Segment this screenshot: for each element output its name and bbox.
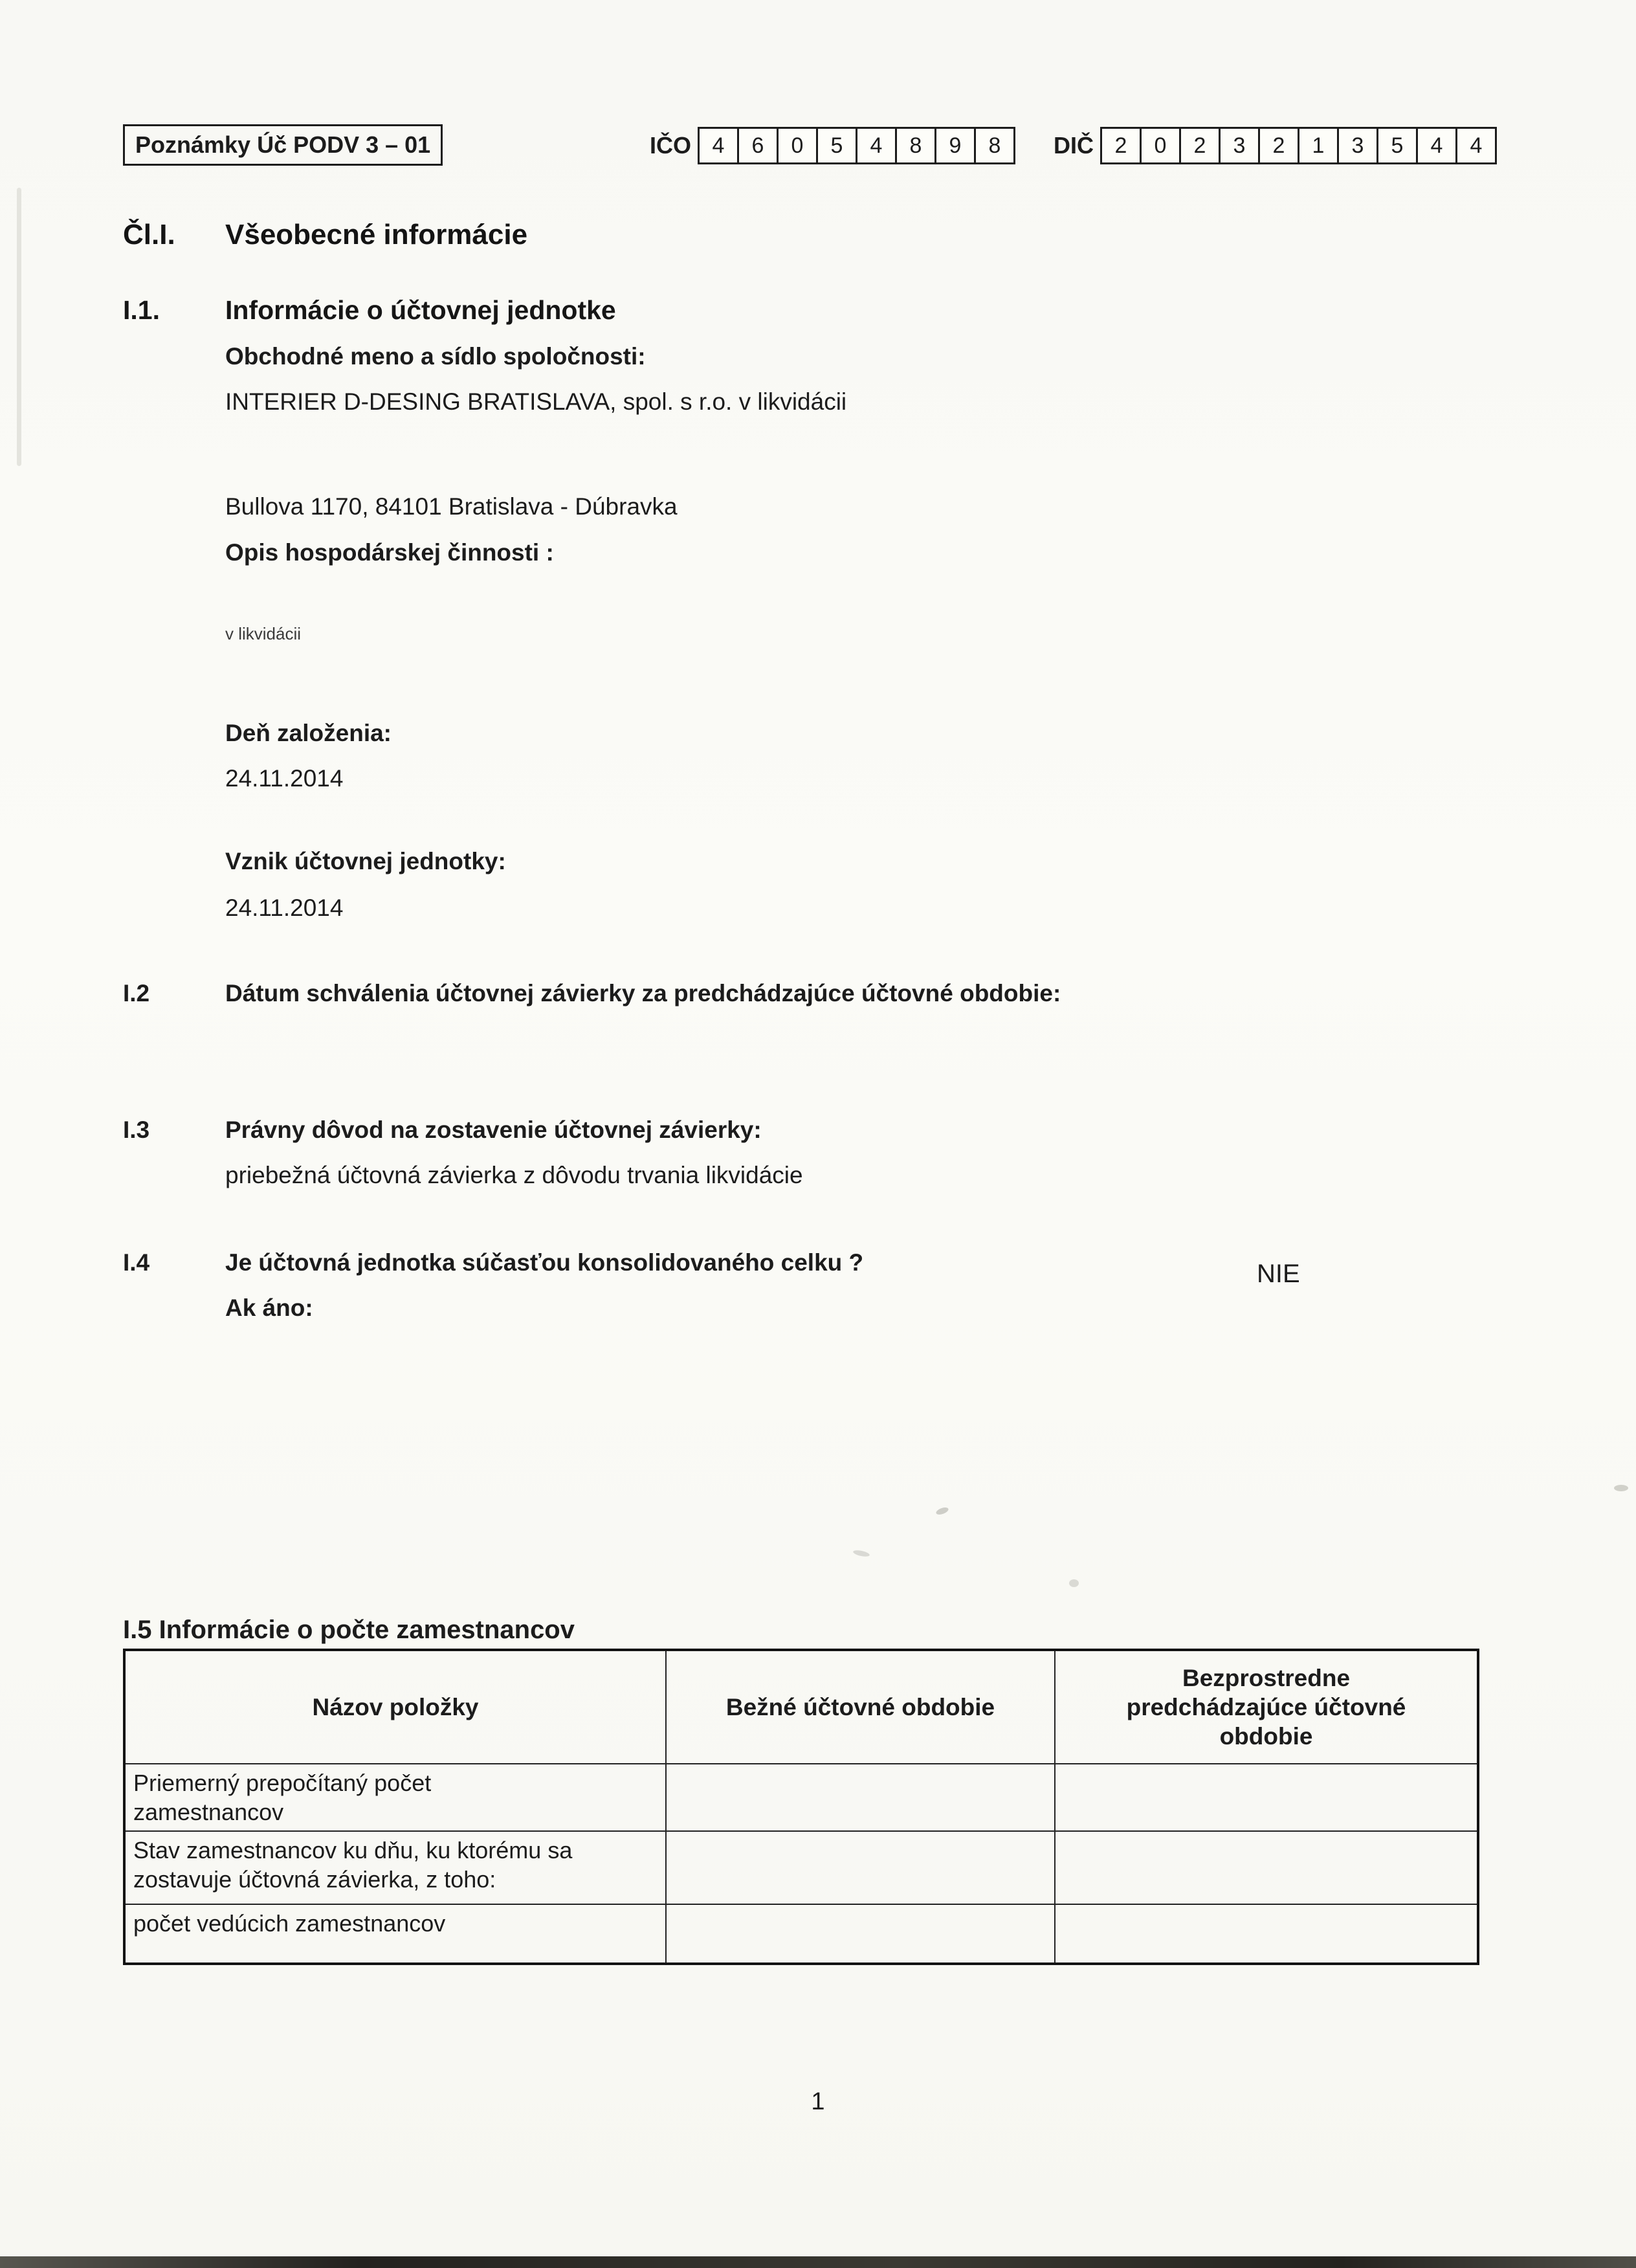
ico-group: [650, 127, 1015, 164]
founding-date-label: Deň založenia:: [225, 720, 392, 746]
section-1-5-title: I.5 Informácie o počte zamestnancov: [123, 1616, 575, 1644]
dic-digit: 0: [1140, 127, 1181, 164]
founding-date-value: 24.11.2014: [225, 765, 344, 792]
column-header-item-name: Názov položky: [124, 1650, 666, 1764]
row-current-value-cell: [666, 1904, 1055, 1964]
ico-digit: 4: [698, 127, 739, 164]
column-header-previous-period-text: Bezprostredne predchádzajúce účtovné obdobie: [1126, 1664, 1406, 1750]
employees-table-row: [124, 1831, 1478, 1904]
activity-label: Opis hospodárskej činnosti :: [225, 539, 554, 566]
column-header-current-period: Bežné účtovné obdobie: [666, 1650, 1055, 1764]
section-1-4-title: Je účtovná jednotka súčasťou konsolidovaného celku ?: [225, 1249, 864, 1276]
ico-digit: 9: [934, 127, 976, 164]
scan-artifact: [935, 1506, 949, 1516]
section-1-2-number: I.2: [123, 980, 150, 1006]
employees-table-row: [124, 1904, 1478, 1964]
row-label: počet vedúcich zamestnancov: [133, 1910, 446, 1937]
scan-artifact: [17, 188, 21, 466]
dic-group: [1054, 127, 1497, 164]
company-address: Bullova 1170, 84101 Bratislava - Dúbravka: [225, 493, 678, 520]
section-1-4-number: I.4: [123, 1249, 150, 1276]
company-name-value: INTERIER D-DESING BRATISLAVA, spol. s r.o. v likvidácii: [225, 388, 847, 415]
employees-table-row: [124, 1764, 1478, 1831]
ico-digit: 4: [856, 127, 897, 164]
dic-digit: 2: [1258, 127, 1299, 164]
ico-digit: 8: [895, 127, 936, 164]
establishment-label: Vznik účtovnej jednotky:: [225, 848, 506, 874]
dic-digit-boxes: [1100, 127, 1497, 164]
employees-table: [123, 1649, 1479, 1965]
ico-digit: 6: [737, 127, 779, 164]
consolidation-answer: NIE: [1257, 1260, 1300, 1288]
row-label: Priemerný prepočítaný počet zamestnancov: [133, 1770, 432, 1825]
row-label: Stav zamestnancov ku dňu, ku ktorému sa zostavuje účtovná závierka, z toho:: [133, 1837, 573, 1893]
dic-digit: 4: [1416, 127, 1457, 164]
ico-digit: 8: [974, 127, 1015, 164]
page-number: 1: [811, 2088, 825, 2115]
scan-edge-shadow: [0, 2256, 1636, 2268]
dic-digit: 2: [1179, 127, 1221, 164]
section-1-3-title: Právny dôvod na zostavenie účtovnej závierky:: [225, 1117, 762, 1143]
article-title: Všeobecné informácie: [225, 219, 528, 250]
section-1-3-value: priebežná účtovná závierka z dôvodu trvania likvidácie: [225, 1162, 803, 1188]
article-number: Čl.I.: [123, 219, 175, 250]
section-1-4-subtitle: Ak áno:: [225, 1295, 313, 1321]
row-label-cell: [124, 1904, 666, 1964]
establishment-value: 24.11.2014: [225, 895, 344, 921]
dic-digit: 2: [1100, 127, 1142, 164]
row-previous-value-cell: [1055, 1764, 1478, 1831]
ico-digit: 5: [816, 127, 857, 164]
row-label-cell: [124, 1764, 666, 1831]
ico-digit: 0: [777, 127, 818, 164]
employees-table-header-row: [124, 1650, 1478, 1764]
form-code-label: Poznámky Úč PODV 3 – 01: [135, 131, 431, 158]
activity-value: v likvidácii: [225, 624, 302, 643]
section-1-1-number: I.1.: [123, 295, 160, 325]
row-previous-value-cell: [1055, 1904, 1478, 1964]
row-current-value-cell: [666, 1764, 1055, 1831]
scan-artifact: [852, 1549, 870, 1557]
section-1-1-title: Informácie o účtovnej jednotke: [225, 295, 616, 325]
section-1-3-number: I.3: [123, 1117, 150, 1143]
dic-digit: 4: [1455, 127, 1497, 164]
row-label-cell: [124, 1831, 666, 1904]
row-current-value-cell: [666, 1831, 1055, 1904]
scan-artifact: [1069, 1579, 1079, 1587]
scan-artifact: [1614, 1485, 1628, 1491]
column-header-previous-period: [1055, 1650, 1478, 1764]
dic-digit: 3: [1219, 127, 1260, 164]
dic-label: DIČ: [1054, 132, 1094, 159]
company-name-label: Obchodné meno a sídlo spoločnosti:: [225, 343, 646, 370]
dic-digit: 5: [1376, 127, 1418, 164]
ico-label: IČO: [650, 132, 692, 159]
row-previous-value-cell: [1055, 1831, 1478, 1904]
dic-digit: 1: [1298, 127, 1339, 164]
form-code-box: [123, 124, 443, 166]
ico-digit-boxes: [698, 127, 1015, 164]
dic-digit: 3: [1337, 127, 1378, 164]
section-1-2-title: Dátum schválenia účtovnej závierky za predchádzajúce účtovné obdobie:: [225, 980, 1061, 1006]
